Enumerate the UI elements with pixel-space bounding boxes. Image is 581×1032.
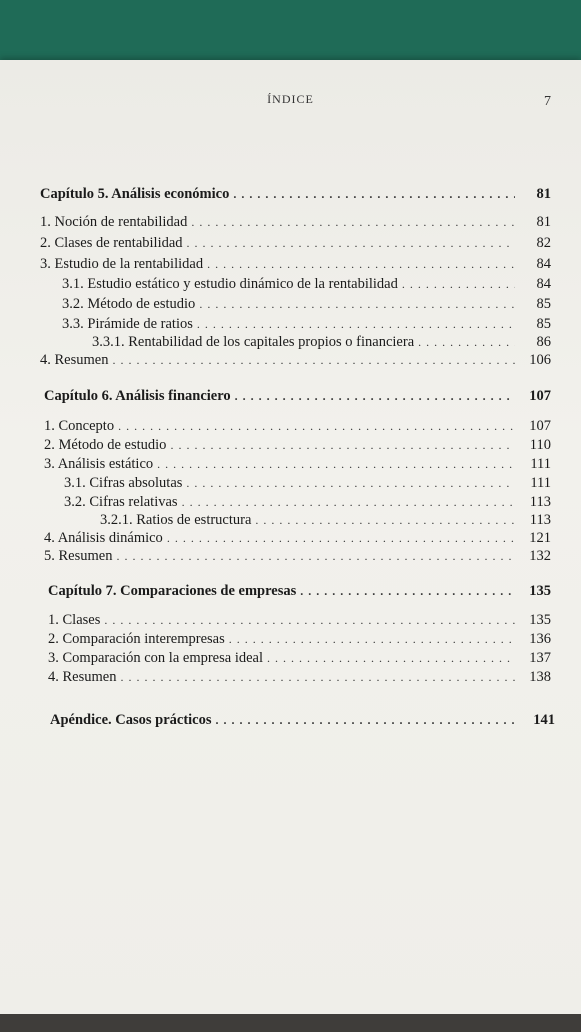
toc-entry-page: 106 [529, 352, 551, 368]
toc-entry-label: 1. Noción de rentabilidad [40, 214, 188, 230]
toc-entry-page: 84 [536, 276, 551, 292]
toc-entry-page: 132 [529, 548, 551, 564]
toc-entry-label: 3.2.1. Ratios de estructura [100, 512, 252, 528]
leader-dots [235, 389, 515, 404]
toc-entry-label: 1. Clases [48, 612, 101, 628]
leader-dots [167, 531, 515, 546]
toc-entry-page: 84 [536, 256, 551, 272]
toc-entry-page: 137 [529, 650, 551, 666]
toc-entry [44, 456, 551, 474]
toc-entry [44, 418, 551, 436]
leader-dots [418, 335, 515, 350]
toc-entry-label: 4. Resumen [40, 352, 109, 368]
leader-dots [120, 670, 515, 685]
toc-entry [44, 530, 551, 548]
toc-entry-label: 4. Análisis dinámico [44, 530, 163, 546]
leader-dots [300, 584, 515, 599]
toc-entry-appendix [50, 712, 555, 730]
toc-entry-page: 136 [529, 631, 551, 647]
toc-entry [100, 512, 551, 530]
leader-dots [233, 187, 515, 202]
toc-entry [62, 296, 551, 314]
running-header-page-number: 7 [544, 94, 551, 109]
toc-entry-label: 3. Estudio de la rentabilidad [40, 256, 204, 272]
leader-dots [197, 317, 515, 332]
toc-entry [64, 475, 551, 493]
toc-entry-label: Capítulo 6. Análisis financiero [44, 388, 231, 404]
toc-entry-page: 121 [529, 530, 551, 546]
leader-dots [112, 353, 515, 368]
leader-dots [255, 513, 515, 528]
leader-dots [186, 476, 515, 491]
toc-entry-page: 113 [529, 494, 551, 510]
toc-entry-page: 110 [529, 437, 551, 453]
toc-entry-label: 3. Comparación con la empresa ideal [48, 650, 264, 666]
leader-dots [216, 713, 519, 728]
leader-dots [402, 277, 515, 292]
toc-entry-label: 3.1. Cifras absolutas [64, 475, 183, 491]
toc-entry [44, 437, 551, 455]
toc-entry [40, 235, 551, 253]
toc-entry [48, 612, 551, 630]
leader-dots [207, 257, 515, 272]
toc-entry-label: 3.1. Estudio estático y estudio dinámico de la rentabilidad [62, 276, 398, 292]
leader-dots [199, 297, 515, 312]
toc-entry-label: 3.2. Cifras relativas [64, 494, 178, 510]
toc-entry-label: Capítulo 7. Comparaciones de empresas [48, 583, 297, 599]
toc-entry [48, 650, 551, 668]
toc-entry-page: 82 [536, 235, 551, 251]
toc-entry [48, 631, 551, 649]
leader-dots [116, 549, 515, 564]
toc-entry-chapter-6 [44, 388, 551, 406]
toc-entry [40, 214, 551, 232]
toc-entry [48, 669, 551, 687]
toc-entry-page: 135 [529, 612, 551, 628]
toc-entry-page: 107 [529, 388, 551, 404]
toc-entry-page: 86 [536, 334, 551, 350]
toc-entry-page: 113 [529, 512, 551, 528]
toc-entry-label: 3.2. Método de estudio [62, 296, 196, 312]
toc-entry-page: 111 [530, 456, 551, 472]
leader-dots [191, 215, 515, 230]
toc-entry [44, 548, 551, 566]
toc-entry-chapter-5 [40, 186, 551, 204]
leader-dots [157, 457, 515, 472]
leader-dots [267, 651, 515, 666]
toc-entry-page: 81 [536, 214, 551, 230]
toc-entry-page: 138 [529, 669, 551, 685]
leader-dots [118, 419, 515, 434]
toc-entry-label: 3. Análisis estático [44, 456, 154, 472]
toc-entry-label: 4. Resumen [48, 669, 117, 685]
toc-entry-label: 2. Método de estudio [44, 437, 167, 453]
toc-entry [64, 494, 551, 512]
toc-entry [62, 276, 551, 294]
leader-dots [170, 438, 515, 453]
toc-entry-label: 3.3. Pirámide de ratios [62, 316, 193, 332]
leader-dots [104, 613, 515, 628]
leader-dots [187, 236, 515, 251]
toc-entry-page: 85 [536, 296, 551, 312]
leader-dots [182, 495, 515, 510]
toc-entry-label: 3.3.1. Rentabilidad de los capitales propios o financiera [92, 334, 415, 350]
toc-entry-page: 81 [536, 186, 551, 202]
toc-entry-label: 1. Concepto [44, 418, 115, 434]
toc-entry-page: 111 [530, 475, 551, 491]
toc-entry-label: 5. Resumen [44, 548, 113, 564]
toc-entry-label: 2. Comparación interempresas [48, 631, 225, 647]
toc-entry-page: 141 [533, 712, 555, 728]
toc-entry [62, 316, 551, 334]
toc-entry-label: Capítulo 5. Análisis económico [40, 186, 230, 202]
toc-entry [92, 334, 551, 352]
toc-entry-label: 2. Clases de rentabilidad [40, 235, 183, 251]
toc-entry [40, 352, 551, 370]
toc-entry-label: Apéndice. Casos prácticos [50, 712, 212, 728]
toc-entry [40, 256, 551, 274]
toc-entry-page: 107 [529, 418, 551, 434]
toc-entry-page: 85 [536, 316, 551, 332]
toc-entry-chapter-7 [48, 583, 551, 601]
running-header-title: ÍNDICE [267, 92, 314, 106]
toc-entry-page: 135 [529, 583, 551, 599]
leader-dots [229, 632, 515, 647]
